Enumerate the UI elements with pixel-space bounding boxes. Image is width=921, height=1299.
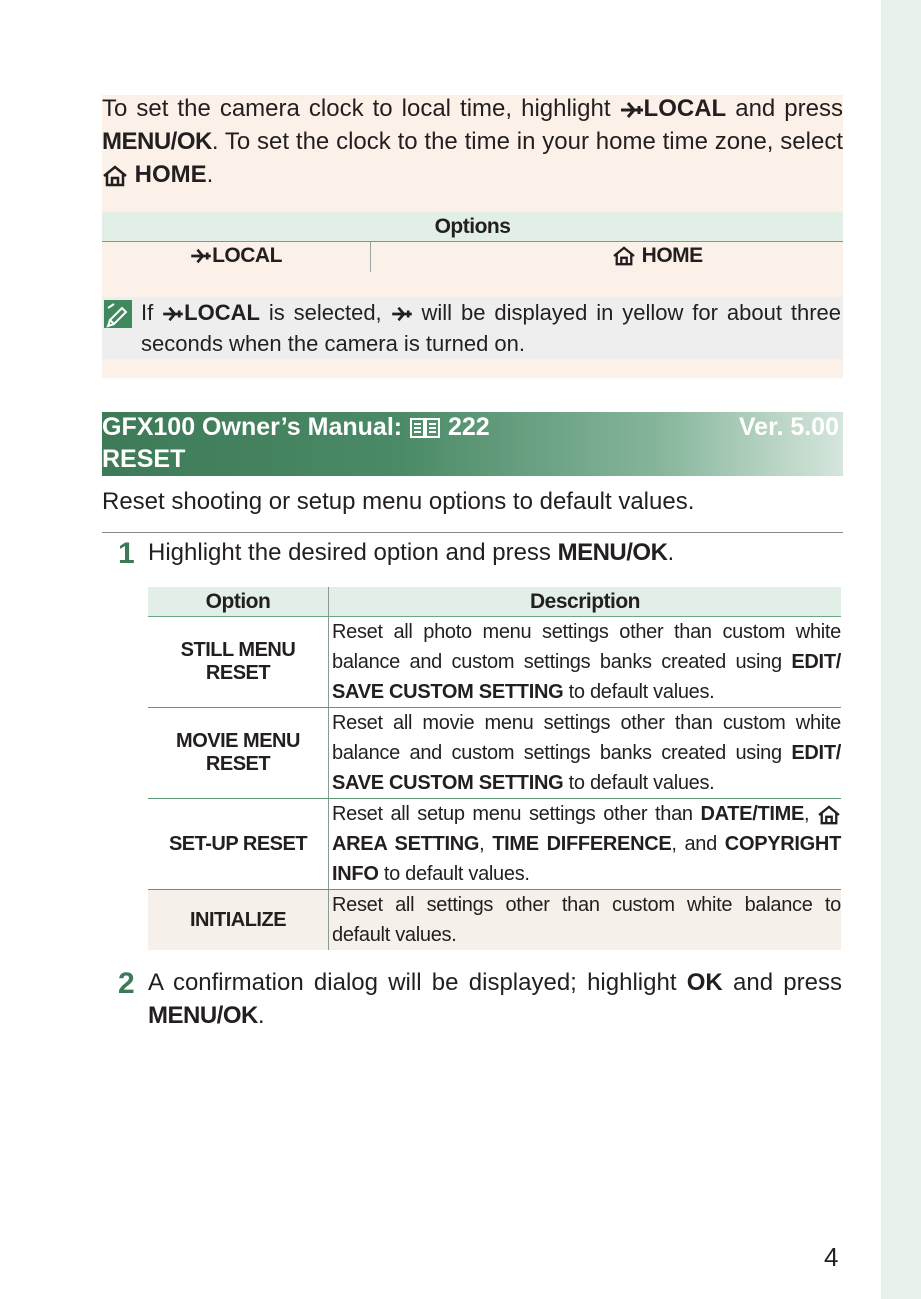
options-header: Options — [102, 212, 843, 242]
local-label: LOCAL — [643, 95, 727, 122]
column-header-option: Option — [148, 587, 329, 617]
home-icon — [817, 805, 841, 825]
table-row — [148, 799, 841, 890]
banner-page-ref[interactable]: 222 — [448, 413, 490, 441]
option-description: Reset all movie menu settings other than custom white balance and custom settings banks created using EDIT/ SAVE CUSTOM SETTING to default values. — [329, 708, 842, 799]
airplane-icon — [391, 306, 413, 322]
reset-description: Reset shooting or setup menu options to default values. — [102, 488, 695, 515]
table-header-row — [148, 587, 841, 617]
option-home: HOME — [472, 242, 843, 272]
note-text: If LOCAL is selected, will be displayed in yellow for about three seconds when the camera is turned on. — [141, 300, 841, 356]
airplane-icon — [162, 306, 184, 322]
table-row — [148, 617, 841, 708]
side-strip — [881, 0, 921, 1299]
step-1-text: Highlight the desired option and press MENU/OK. — [148, 539, 675, 566]
home-icon — [102, 165, 128, 187]
option-description: Reset all setup menu settings other than DATE/TIME, AREA SETTING, TIME DIFFERENCE, and COPYRIGHT INFO to default values. — [329, 799, 842, 890]
home-icon — [612, 246, 636, 266]
section-title: RESET — [102, 445, 186, 473]
option-local: LOCAL — [102, 242, 370, 272]
airplane-icon — [190, 248, 212, 264]
option-name: INITIALIZE — [148, 890, 329, 951]
step-2-number: 2 — [118, 967, 135, 1000]
banner-title: GFX100 Owner’s Manual: 222 — [102, 413, 490, 441]
book-icon — [409, 416, 441, 440]
page-number: 4 — [824, 1242, 839, 1272]
divider-rule — [102, 532, 843, 533]
menu-ok-label: MENU/OK — [102, 128, 212, 155]
option-name: MOVIE MENU RESET — [148, 708, 329, 799]
option-description: Reset all settings other than custom white balance to default values. — [329, 890, 842, 951]
table-row — [148, 708, 841, 799]
options-row — [102, 242, 843, 272]
step-2-text: A confirmation dialog will be displayed; highlight OK and press MENU/OK. — [148, 969, 842, 1029]
options-divider — [370, 242, 371, 272]
option-description: Reset all photo menu settings other than custom white balance and custom settings banks created using EDIT/ SAVE CUSTOM SETTING to default values. — [329, 617, 842, 708]
airplane-icon — [620, 101, 644, 119]
note-icon — [104, 300, 132, 328]
option-name: STILL MENU RESET — [148, 617, 329, 708]
intro-paragraph: To set the camera clock to local time, highlight LOCAL and press MENU/OK. To set the clock to the time in your home time zone, select HOME. — [102, 95, 843, 188]
step-1-number: 1 — [118, 537, 135, 570]
banner-version: Ver. 5.00 — [738, 413, 839, 441]
reset-options-table — [148, 587, 841, 950]
table-row — [148, 890, 841, 951]
home-label: HOME — [134, 161, 207, 188]
column-header-description: Description — [329, 587, 842, 617]
option-name: SET-UP RESET — [148, 799, 329, 890]
